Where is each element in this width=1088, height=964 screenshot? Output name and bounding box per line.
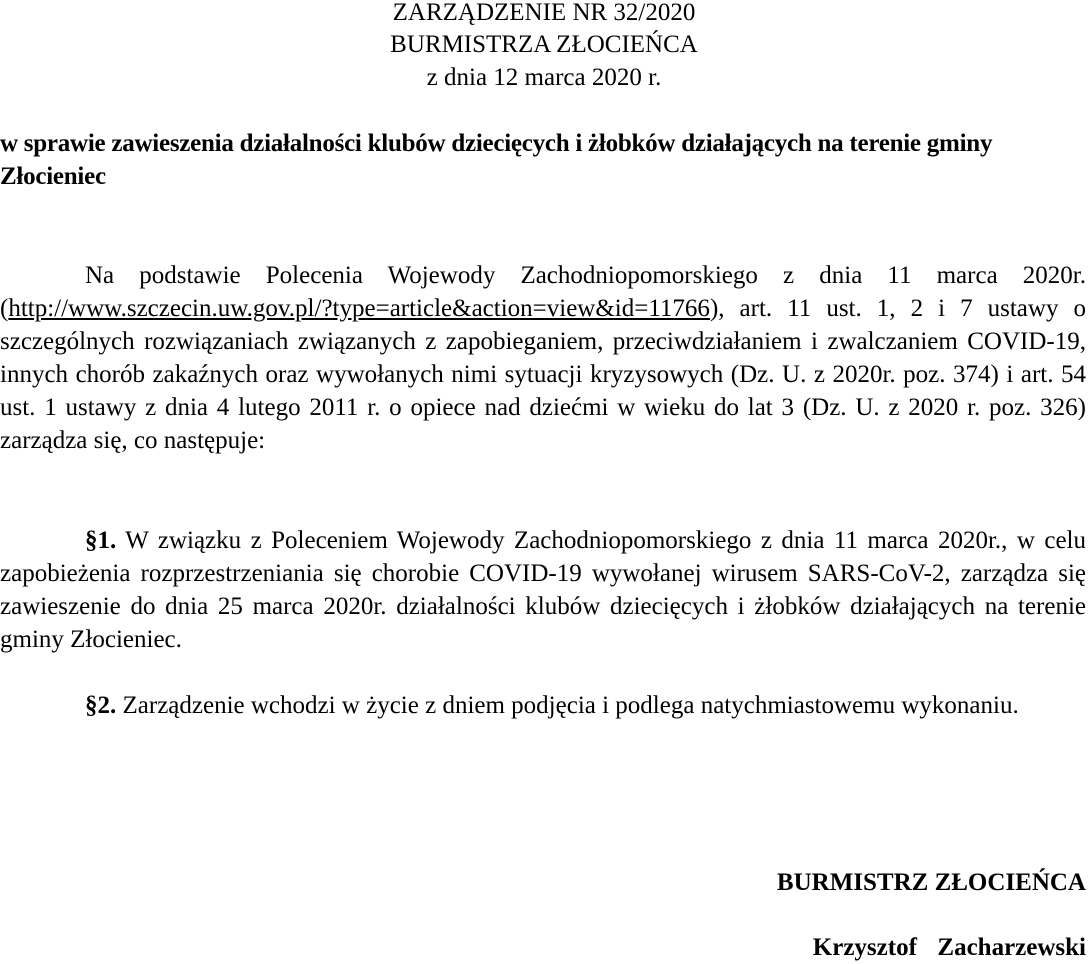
legal-basis-link[interactable]: http://www.szczecin.uw.gov.pl/?type=article&action=view&id=11766 bbox=[8, 295, 710, 322]
section-1-text: W związku z Poleceniem Wojewody Zachodniopomorskiego z dnia 11 marca 2020r., w celu zapobieżenia rozprzestrzeniania się chorobie COVID-19 wywołanej wirusem SARS-CoV-2, zarządza się zawieszenie do dnia 25 marca 2020r. działalności klubów dziecięcych i żłobków działających na terenie gminy Złocieniec. bbox=[0, 527, 1086, 653]
document-subject: w sprawie zawieszenia działalności klubów dziecięcych i żłobków działających na terenie gminy Złocieniec bbox=[0, 130, 993, 190]
section-2-text: Zarządzenie wchodzi w życie z dniem podjęcia i podlega natychmiastowemu wykonaniu. bbox=[116, 692, 1019, 719]
signature-name: Krzysztof Zacharzewski bbox=[812, 934, 1086, 961]
section-2-mark: §2. bbox=[85, 692, 117, 719]
issuer: BURMISTRZA ZŁOCIEŃCA bbox=[390, 31, 698, 58]
preamble-text-end: ), art. 11 ust. 1, 2 i 7 ustawy o szczególnych rozwiązaniach związanych z zapobieganiem, przeciwdziałaniem i zwalczaniem COVID-19, innych chorób zakaźnych oraz wywołanych nimi sytuacji kryzysowych (Dz. U. z 2020r. poz. 374) i art. 54 ust. 1 ustawy z dnia 4 lutego 2011 r. o opiece nad dziećmi w wieku do lat 3 (Dz. U. z 2020 r. poz. 326) zarządza się, co następuje: bbox=[0, 295, 1086, 454]
section-1-mark: §1. bbox=[85, 527, 117, 554]
preamble-text-start: Na podstawie Polecenia Wojewody Zachodniopomorskiego z dnia 11 marca 2020r. ( bbox=[0, 262, 1086, 322]
document-date: z dnia 12 marca 2020 r. bbox=[426, 64, 662, 91]
section-1-paragraph bbox=[0, 524, 1086, 656]
signature-title: BURMISTRZ ZŁOCIEŃCA bbox=[776, 869, 1086, 896]
document-number: ZARZĄDZENIE NR 32/2020 bbox=[392, 0, 696, 26]
section-2-paragraph bbox=[0, 689, 1086, 722]
preamble-paragraph bbox=[0, 259, 1086, 457]
